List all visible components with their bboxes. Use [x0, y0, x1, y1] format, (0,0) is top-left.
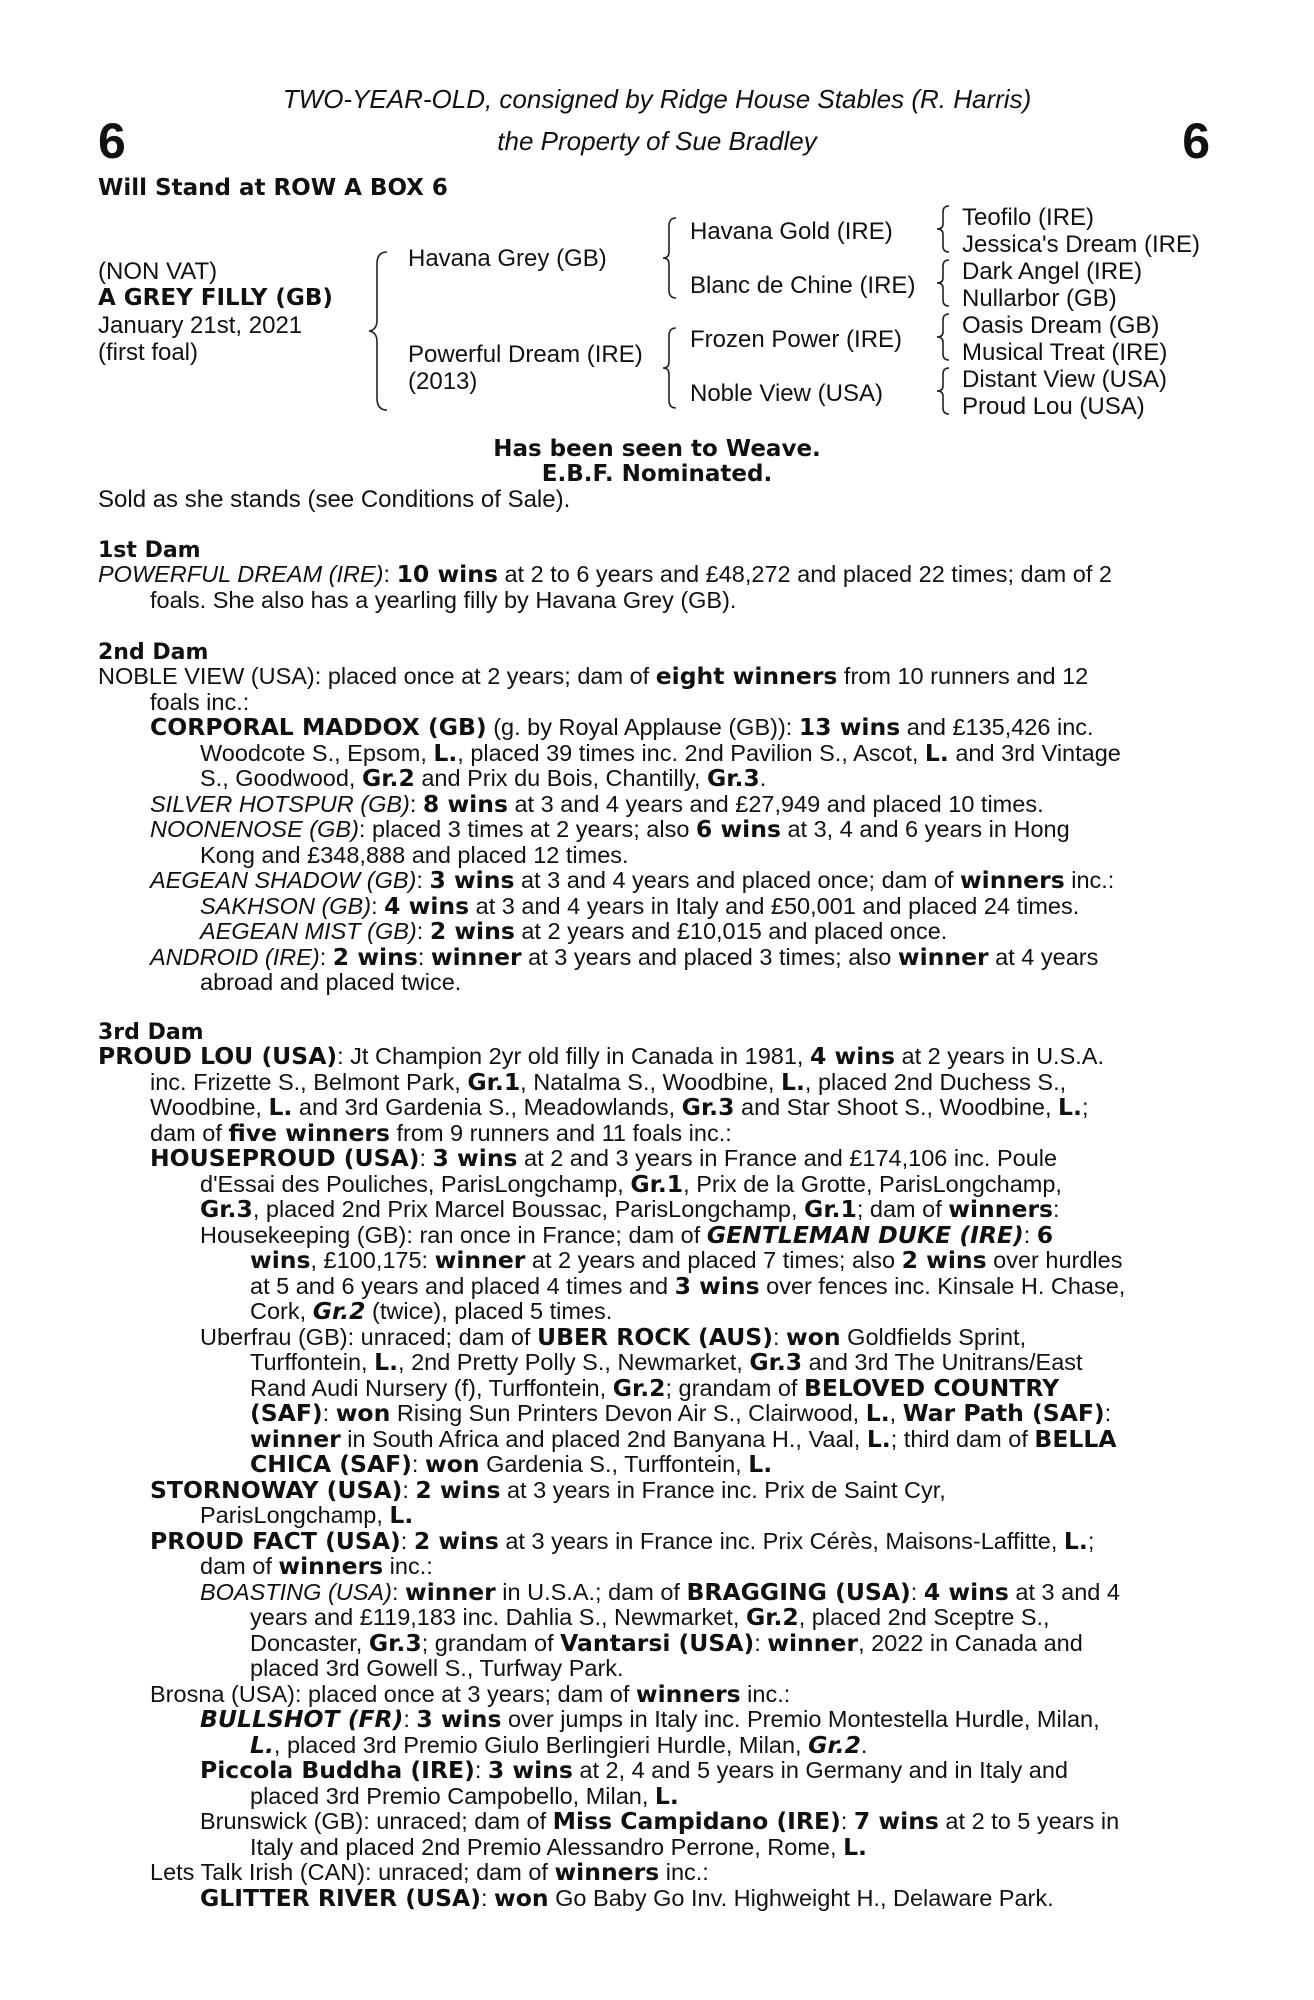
lot-number-right: 6	[1182, 113, 1210, 169]
pedigree-dd: Noble View (USA)	[690, 380, 883, 407]
pedigree-dam-year: (2013)	[408, 368, 478, 395]
pedigree-sd: Blanc de Chine (IRE)	[690, 272, 916, 299]
third-dam-heading: 3rd Dam	[98, 1020, 204, 1045]
pedigree-brace-sd	[935, 258, 955, 308]
first-dam-heading: 1st Dam	[98, 538, 201, 563]
pedigree-ddd: Proud Lou (USA)	[962, 393, 1145, 420]
lot-number-left: 6	[98, 113, 126, 169]
weave-note: Has been seen to Weave.	[493, 436, 821, 462]
ebf-note: E.B.F. Nominated.	[541, 461, 773, 487]
pedigree-dam: Powerful Dream (IRE)	[408, 341, 643, 368]
horse-name: A GREY FILLY (GB)	[98, 285, 333, 311]
sold-note: Sold as she stands (see Conditions of Sale).	[98, 486, 571, 513]
pedigree-brace-ds	[935, 312, 955, 362]
pedigree-dss: Oasis Dream (GB)	[962, 312, 1160, 339]
pedigree-ssd: Jessica's Dream (IRE)	[962, 231, 1200, 258]
pedigree-brace-ss	[935, 204, 955, 254]
third-dam-paragraph: PROUD LOU (USA): Jt Champion 2yr old filly in Canada in 1981, 4 wins at 2 years in U.S.A. inc. Frizette S., Belmont Park, Gr.1, Natalma S., Woodbine, L., placed 2nd Duchess S., Woodbine, L. and 3rd Gardenia S., Meadowlands, Gr.3 and Star Shoot S., Woodbine, L.; dam of five winners from 9 runners and 11 foals inc.: HOUSEPROUD (USA): 3 wins at 2 and 3 years in France and £174,106 inc. Poule d'Essai des Pouliches, ParisLongchamp, Gr.1, Prix de la Grotte, ParisLongchamp, Gr.3, placed 2nd Prix Marcel Boussac, ParisLongchamp, Gr.1; dam of winners: Housekeeping (GB): ran once in France; dam of GENTLEMAN DUKE (IRE): 6 wins, £100,175: winner at 2 years and placed 7 times; also 2 wins over hurdles at 5 and 6 years and placed 4 times and 3 wins over fences inc. Kinsale H. Chase, Cork, Gr.2 (twice), placed 5 times. Uberfrau (GB): unraced; dam of UBER ROCK (AUS): won Goldfields Sprint, Turffontein, L., 2nd Pretty Polly S., Newmarket, Gr.3 and 3rd The Unitrans/East Rand Audi Nursery (f), Turffontein, Gr.2; grandam of BELOVED COUNTRY (SAF): won Rising Sun Printers Devon Air S., Clairwood, L., War Path (SAF): winner in South Africa and placed 2nd Banyana H., Vaal, L.; third dam of BELLA CHICA (SAF): won Gardenia S., Turffontein, L. STORNOWAY (USA): 2 wins at 3 years in France inc. Prix de Saint Cyr, ParisLongchamp, L. PROUD FACT (USA): 2 wins at 3 years in France inc. Prix Cérès, Maisons-Laffitte, L.; dam of winners inc.: BOASTING (USA): winner in U.S.A.; dam of BRAGGING (USA): 4 wins at 3 and 4 years and £119,183 inc. Dahlia S., Newmarket, Gr.2, placed 2nd Sceptre S., Doncaster, Gr.3; grandam of Vantarsi (USA): winner, 2022 in Canada and placed 3rd Gowell S., Turfway Park. Brosna (USA): placed once at 3 years; dam of winners inc.: BULLSHOT (FR): 3 wins over jumps in Italy inc. Premio Montestella Hurdle, Milan, L., placed 3rd Premio Giulo Berlingieri Hurdle, Milan, Gr.2. Piccola Buddha (IRE): 3 wins at 2, 4 and 5 years in Germany and in Italy and placed 3rd Premio Campobello, Milan, L. Brunswick (GB): unraced; dam of Miss Campidano (IRE): 7 wins at 2 to 5 years in Italy and placed 2nd Premio Alessandro Perrone, Rome, L. Lets Talk Irish (CAN): unraced; dam of winners inc.: GLITTER RIVER (USA): won Go Baby Go Inv. Highweight H., Delaware Park.	[98, 1042, 1126, 1912]
pedigree-sire: Havana Grey (GB)	[408, 245, 607, 272]
pedigree-ds: Frozen Power (IRE)	[690, 326, 903, 353]
second-dam-heading: 2nd Dam	[98, 640, 209, 665]
property-line: the Property of Sue Bradley	[497, 126, 817, 156]
second-dam-paragraph: NOBLE VIEW (USA): placed once at 2 years; dam of eight winners from 10 runners and 12 foals inc.: CORPORAL MADDOX (GB) (g. by Royal Applause (GB)): 13 wins and £135,426 inc. Woodcote S., Epsom, L., placed 39 times inc. 2nd Pavilion S., Ascot, L. and 3rd Vintage S., Goodwood, Gr.2 and Prix du Bois, Chantilly, Gr.3. SILVER HOTSPUR (GB): 8 wins at 3 and 4 years and £27,949 and placed 10 times. NOONENOSE (GB): placed 3 times at 2 years; also 6 wins at 3, 4 and 6 years in Hong Kong and £348,888 and placed 12 times. AEGEAN SHADOW (GB): 3 wins at 3 and 4 years and placed once; dam of winners inc.: SAKHSON (GB): 4 wins at 3 and 4 years in Italy and £50,001 and placed 24 times. AEGEAN MIST (GB): 2 wins at 2 years and £10,015 and placed once. ANDROID (IRE): 2 wins: winner at 3 years and placed 3 times; also winner at 4 years abroad and placed twice.	[98, 662, 1121, 995]
horse-note: (first foal)	[98, 339, 199, 366]
pedigree-sss: Teofilo (IRE)	[962, 204, 1095, 231]
horse-dob: January 21st, 2021	[98, 312, 303, 339]
pedigree-dsd: Musical Treat (IRE)	[962, 339, 1168, 366]
first-dam-paragraph: POWERFUL DREAM (IRE): 10 wins at 2 to 6 years and £48,272 and placed 22 times; dam of 2 foals. She also has a yearling filly by Havana Grey (GB).	[98, 560, 1112, 613]
pedigree-ss: Havana Gold (IRE)	[690, 218, 893, 245]
consignor-line: TWO-YEAR-OLD, consigned by Ridge House Stables (R. Harris)	[282, 84, 1032, 114]
pedigree-brace-dd	[935, 366, 955, 416]
stand-location: Will Stand at ROW A BOX 6	[98, 175, 448, 201]
vat-status: (NON VAT)	[98, 258, 218, 285]
pedigree-sds: Dark Angel (IRE)	[962, 258, 1143, 285]
pedigree-sdd: Nullarbor (GB)	[962, 285, 1117, 312]
pedigree-dds: Distant View (USA)	[962, 366, 1167, 393]
pedigree-brace-main	[365, 250, 395, 412]
pedigree-brace-dam	[660, 326, 680, 410]
pedigree-brace-sire	[660, 216, 680, 300]
